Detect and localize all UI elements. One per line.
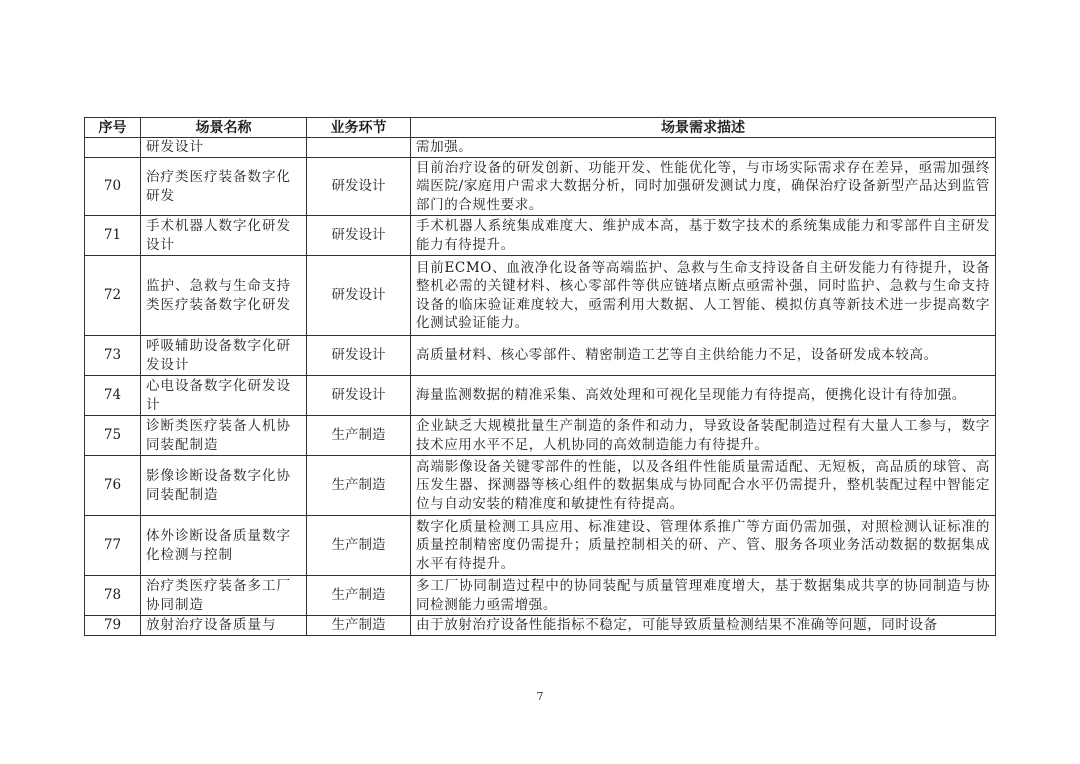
cell-desc: 目前治疗设备的研发创新、功能开发、性能优化等，与市场实际需求存在差异，亟需加强终端医院/家庭用户需求大数据分析，同时加强研发测试力度，确保治疗设备新型产品达到监管部门的合规性要求。 — [411, 158, 996, 216]
table-row — [85, 336, 996, 376]
cell-stage — [307, 138, 411, 158]
cell-stage: 生产制造 — [307, 416, 411, 456]
cell-no — [85, 138, 141, 158]
cell-stage: 研发设计 — [307, 256, 411, 336]
cell-no: 74 — [85, 376, 141, 416]
cell-no: 78 — [85, 576, 141, 616]
header-desc: 场景需求描述 — [411, 118, 996, 138]
cell-name: 体外诊断设备质量数字化检测与控制 — [141, 516, 307, 576]
scene-table — [84, 117, 996, 636]
cell-no: 79 — [85, 616, 141, 636]
cell-stage: 研发设计 — [307, 158, 411, 216]
cell-name: 呼吸辅助设备数字化研发设计 — [141, 336, 307, 376]
cell-no: 76 — [85, 456, 141, 516]
cell-name: 手术机器人数字化研发设计 — [141, 216, 307, 256]
cell-desc: 企业缺乏大规模批量生产制造的条件和动力，导致设备装配制造过程有大量人工参与，数字技术应用水平不足，人机协同的高效制造能力有待提升。 — [411, 416, 996, 456]
cell-desc: 高端影像设备关键零部件的性能，以及各组件性能质量需适配、无短板，高品质的球管、高压发生器、探测器等核心组件的数据集成与协同配合水平仍需提升，整机装配过程中智能定位与自动安装的精准度和敏捷性有待提高。 — [411, 456, 996, 516]
header-no: 序号 — [85, 118, 141, 138]
cell-name: 影像诊断设备数字化协同装配制造 — [141, 456, 307, 516]
cell-desc: 海量监测数据的精准采集、高效处理和可视化呈现能力有待提高，便携化设计有待加强。 — [411, 376, 996, 416]
cell-desc: 目前ECMO、血液净化设备等高端监护、急救与生命支持设备自主研发能力有待提升，设备整机必需的关键材料、核心零部件等供应链堵点断点亟需补强，同时监护、急救与生命支持设备的临床验证难度较大，亟需利用大数据、人工智能、模拟仿真等新技术进一步提高数字化测试验证能力。 — [411, 256, 996, 336]
table-row — [85, 456, 996, 516]
cell-stage: 生产制造 — [307, 516, 411, 576]
cell-no: 71 — [85, 216, 141, 256]
cell-stage: 研发设计 — [307, 216, 411, 256]
table-row — [85, 376, 996, 416]
table-row — [85, 576, 996, 616]
header-stage: 业务环节 — [307, 118, 411, 138]
cell-desc: 需加强。 — [411, 138, 996, 158]
cell-name: 放射治疗设备质量与 — [141, 616, 307, 636]
cell-desc: 手术机器人系统集成难度大、维护成本高，基于数字技术的系统集成能力和零部件自主研发能力有待提升。 — [411, 216, 996, 256]
cell-desc: 高质量材料、核心零部件、精密制造工艺等自主供给能力不足，设备研发成本较高。 — [411, 336, 996, 376]
cell-stage: 研发设计 — [307, 376, 411, 416]
cell-desc: 由于放射治疗设备性能指标不稳定，可能导致质量检测结果不准确等问题，同时设备 — [411, 616, 996, 636]
cell-name: 心电设备数字化研发设计 — [141, 376, 307, 416]
cell-no: 75 — [85, 416, 141, 456]
cell-stage: 生产制造 — [307, 456, 411, 516]
table-row — [85, 256, 996, 336]
cell-name: 治疗类医疗装备多工厂协同制造 — [141, 576, 307, 616]
cell-name: 治疗类医疗装备数字化研发 — [141, 158, 307, 216]
cell-name: 诊断类医疗装备人机协同装配制造 — [141, 416, 307, 456]
cell-stage: 研发设计 — [307, 336, 411, 376]
cell-desc: 数字化质量检测工具应用、标准建设、管理体系推广等方面仍需加强，对照检测认证标准的质量控制精密度仍需提升；质量控制相关的研、产、管、服务各项业务活动数据的数据集成水平有待提升。 — [411, 516, 996, 576]
cell-desc: 多工厂协同制造过程中的协同装配与质量管理难度增大，基于数据集成共享的协同制造与协同检测能力亟需增强。 — [411, 576, 996, 616]
table-header-row — [85, 118, 996, 138]
table-row — [85, 138, 996, 158]
cell-stage: 生产制造 — [307, 616, 411, 636]
table-row — [85, 158, 996, 216]
table-row — [85, 516, 996, 576]
cell-no: 77 — [85, 516, 141, 576]
cell-name: 研发设计 — [141, 138, 307, 158]
cell-stage: 生产制造 — [307, 576, 411, 616]
cell-no: 73 — [85, 336, 141, 376]
page-number: 7 — [536, 690, 544, 703]
table-row — [85, 216, 996, 256]
cell-no: 72 — [85, 256, 141, 336]
cell-no: 70 — [85, 158, 141, 216]
table-row — [85, 616, 996, 636]
cell-name: 监护、急救与生命支持类医疗装备数字化研发 — [141, 256, 307, 336]
table-row — [85, 416, 996, 456]
header-name: 场景名称 — [141, 118, 307, 138]
